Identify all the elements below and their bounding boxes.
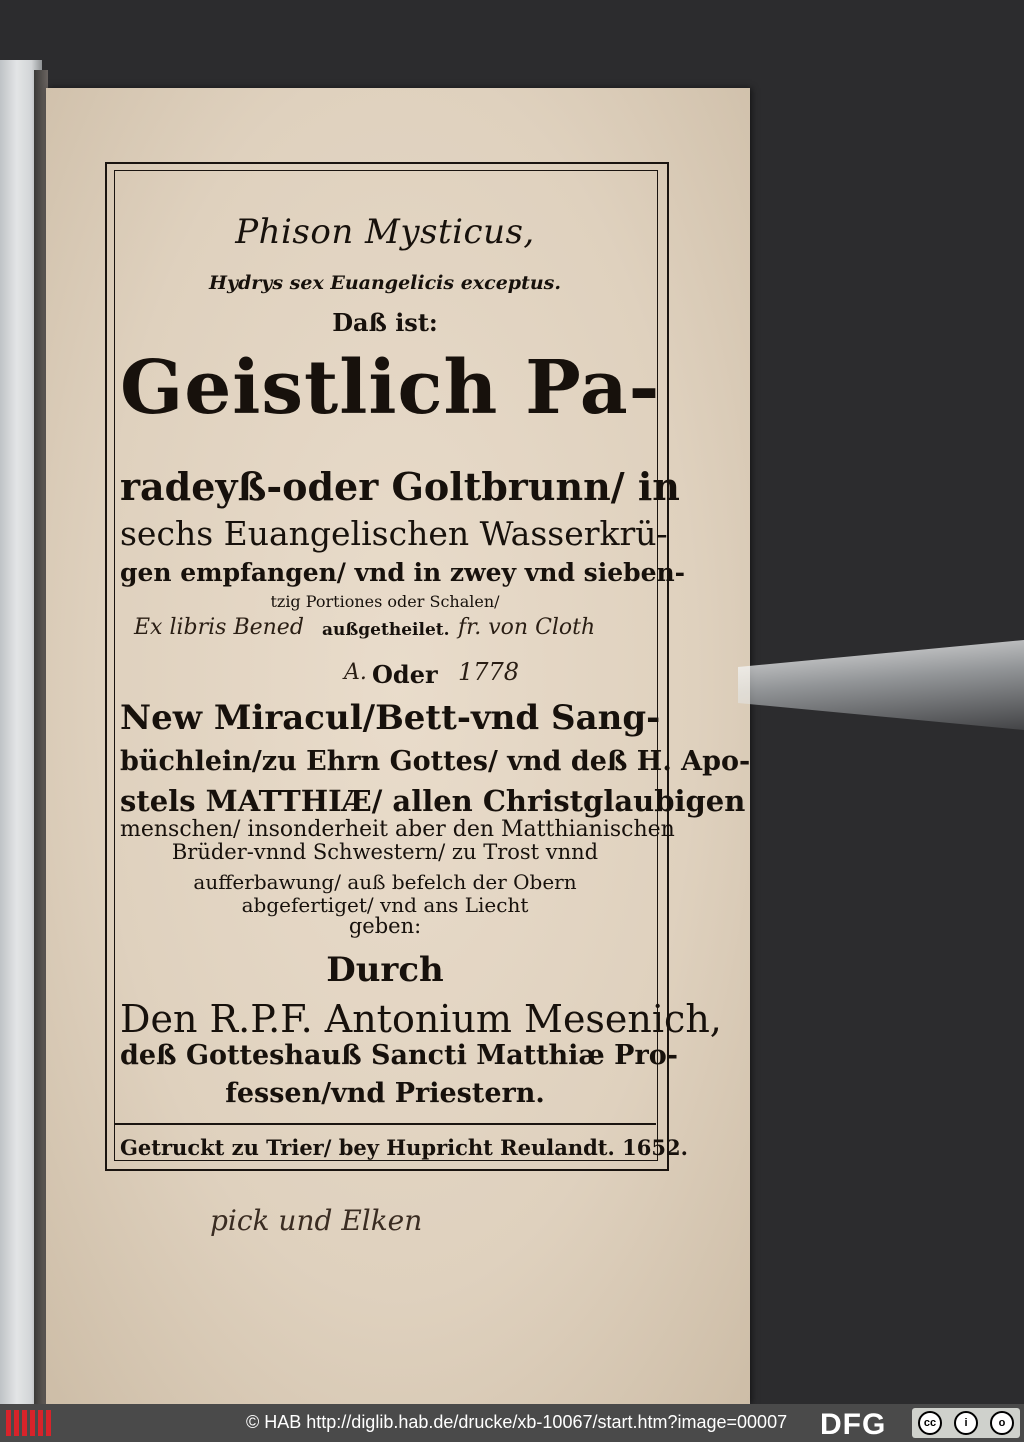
cc-license-badge[interactable]: [912, 1408, 1020, 1438]
title-line-10: Oder: [372, 660, 438, 689]
dfg-logo: DFG: [820, 1408, 887, 1441]
cc-icon: cc: [918, 1411, 942, 1435]
title-line-11: New Miracul/Bett-vnd Sang-: [120, 698, 661, 738]
handwritten-year: 1778: [458, 658, 520, 686]
title-line-1: Phison Mysticus,: [235, 212, 535, 252]
title-line-16: aufferbawung/ auß befelch der Obern: [193, 870, 577, 894]
by-attribution-icon: i: [954, 1411, 978, 1435]
title-line-20: Den R.P.F. Antonium Mesenich,: [120, 997, 722, 1041]
title-line-3: Daß ist:: [332, 308, 438, 337]
title-line-17: abgefertiget/ vnd ans Liecht: [241, 893, 529, 917]
title-line-7: gen empfangen/ vnd in zwey vnd sieben-: [120, 558, 686, 587]
title-line-21: deß Gotteshauß Sancti Matthiæ Pro-: [120, 1040, 678, 1071]
title-line-2: Hydrys sex Euangelicis exceptus.: [209, 272, 561, 294]
title-line-18: geben:: [348, 914, 422, 938]
title-line-4: Geistlich Pa-: [120, 345, 661, 431]
handwritten-ex-libris: Ex libris Bened: [134, 615, 304, 640]
handwritten-bottom-note: pick und Elken: [210, 1204, 423, 1237]
imprint-line: Getruckt zu Trier/ bey Hupricht Reulandt. 1652.: [120, 1135, 688, 1160]
title-line-15: Brüder-vnnd Schwestern/ zu Trost vnnd: [171, 840, 599, 864]
imprint-rule: [114, 1123, 656, 1125]
title-line-8: tzig Portiones oder Schalen/: [270, 592, 500, 611]
hab-logo-icon: [6, 1410, 51, 1436]
title-line-9: außgetheilet.: [322, 620, 450, 640]
title-line-19: Durch: [326, 950, 444, 990]
title-line-5: radeyß-oder Goltbrunn/ in: [120, 464, 680, 509]
handwritten-mark: A.: [344, 660, 367, 685]
sa-share-alike-icon: o: [990, 1411, 1014, 1435]
footer-credit-link[interactable]: © HAB http://diglib.hab.de/drucke/xb-10067/start.htm?image=00007: [246, 1412, 788, 1432]
title-line-22: fessen/vnd Priestern.: [225, 1078, 545, 1109]
title-line-14: menschen/ insonderheit aber den Matthianischen: [120, 817, 675, 842]
handwritten-owner: fr. von Cloth: [458, 615, 596, 640]
title-line-6: sechs Euangelischen Wasserkrü-: [120, 514, 668, 553]
page-clamp-glare: [738, 640, 1024, 730]
footer-bar: [0, 1404, 1024, 1442]
title-line-12: büchlein/zu Ehrn Gottes/ vnd deß H. Apo-: [120, 746, 751, 777]
title-line-13: stels MATTHIÆ/ allen Christglaubigen: [120, 784, 746, 818]
